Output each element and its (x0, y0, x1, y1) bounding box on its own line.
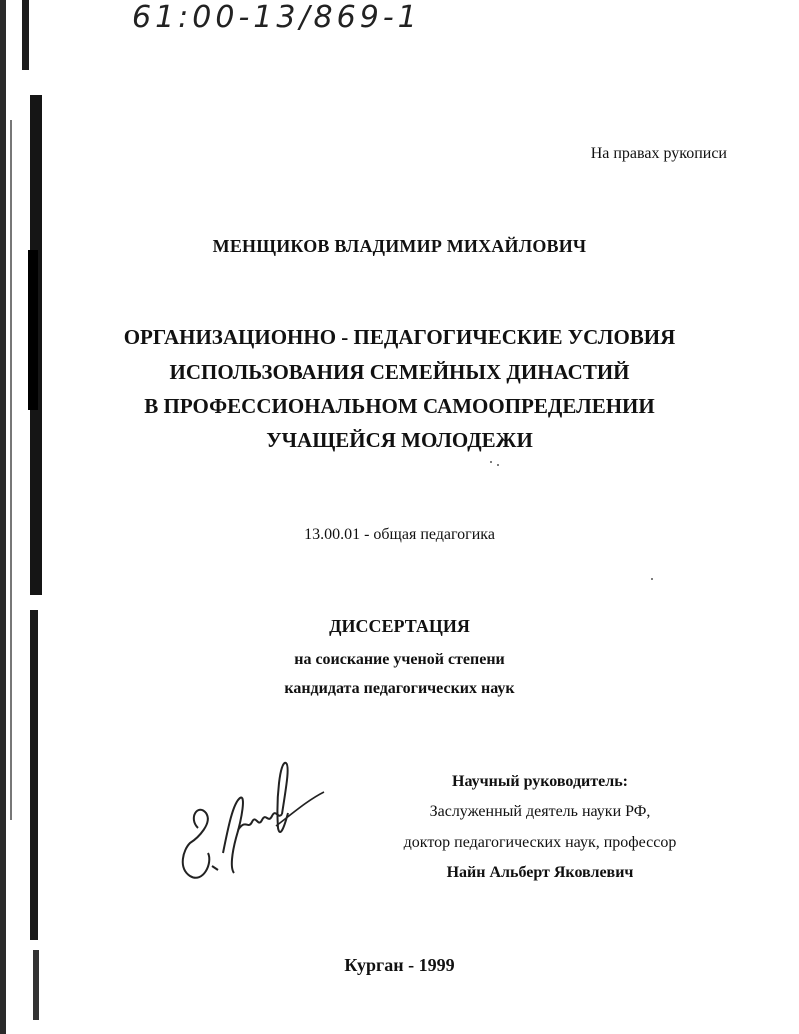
place-and-year: Курган - 1999 (344, 955, 455, 975)
supervisor-title: Заслуженный деятель науки РФ, (429, 803, 651, 820)
thesis-title-line: ОРГАНИЗАЦИОННО - ПЕДАГОГИЧЕСКИЕ УСЛОВИЯ (123, 325, 676, 349)
supervisor-degree: доктор педагогических наук, профессор (403, 834, 677, 851)
author-name: МЕНЩИКОВ ВЛАДИМИР МИХАЙЛОВИЧ (212, 236, 587, 256)
supervisor-heading: Научный руководитель: (452, 773, 628, 790)
scan-speck (490, 461, 492, 463)
scan-speck (497, 464, 499, 466)
scan-edge-shadow (0, 0, 48, 1034)
thesis-title-line: УЧАЩЕЙСЯ МОЛОДЕЖИ (266, 428, 533, 452)
degree-line: на соискание ученой степени (294, 651, 505, 668)
supervisor-name: Найн Альберт Яковлевич (446, 864, 634, 881)
handwritten-signature (168, 758, 328, 898)
thesis-title-line: ИСПОЛЬЗОВАНИЯ СЕМЕЙНЫХ ДИНАСТИЙ (169, 360, 630, 384)
archive-number: 61:00-13/869-1 (132, 0, 421, 35)
manuscript-rights-note: На правах рукописи (590, 145, 727, 162)
scan-speck (651, 578, 653, 580)
document-type: ДИССЕРТАЦИЯ (329, 616, 470, 636)
specialty-code: 13.00.01 - общая педагогика (304, 526, 495, 543)
thesis-title-line: В ПРОФЕССИОНАЛЬНОМ САМООПРЕДЕЛЕНИИ (144, 394, 655, 418)
degree-line: кандидата педагогических наук (284, 680, 515, 697)
